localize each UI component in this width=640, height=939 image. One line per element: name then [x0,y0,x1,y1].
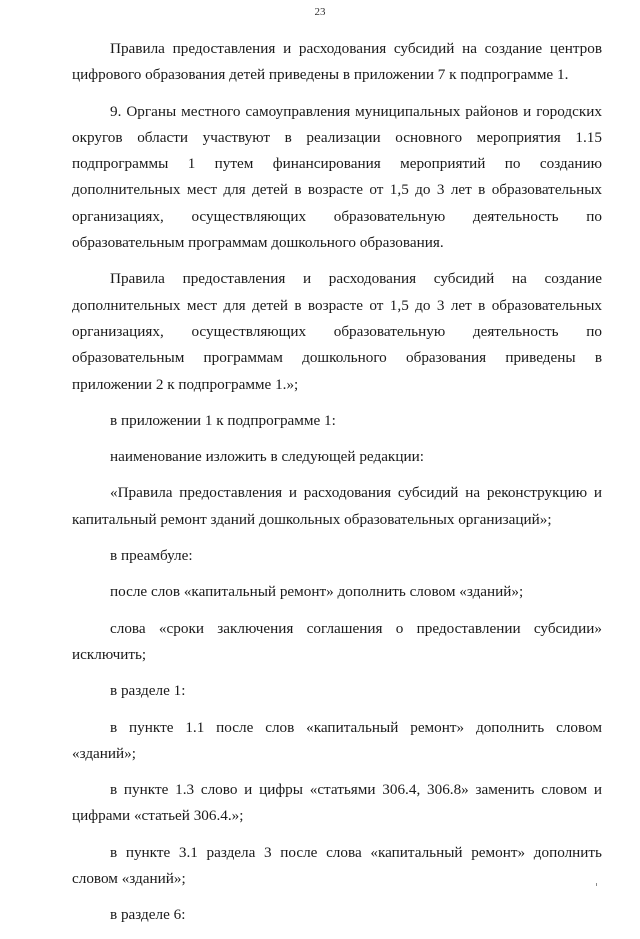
paragraph: Правила предоставления и расходования субсидий на создание центров цифрового образования детей приведены в приложении 7 к подпрограмме 1. [72,40,602,84]
paragraph: в приложении 1 к подпрограмме 1: [110,411,336,429]
paragraph: в преамбуле: [110,547,193,565]
paragraph: в разделе 6: [110,906,186,924]
paragraph: в пункте 1.3 слово и цифры «статьями 306.4, 306.8» заменить словом и цифрами «статьей 306.4.»; [72,781,602,825]
paragraph: в разделе 1: [110,682,186,700]
paragraph: в пункте 3.1 раздела 3 после слова «капитальный ремонт» дополнить словом «зданий»; [72,843,602,888]
paragraph: 9. Органы местного самоуправления муниципальных районов и городских округов области участвуют в реализации основного мероприятия 1.15 подпрограммы 1 путем финансирования мероприятий по созданию дополнительных мест для детей в возрасте от 1,5 до 3 лет в образовательных организациях, осуществляющих образовательную деятельность по образовательным программам дошкольного образования. [72,102,602,252]
paragraph: в пункте 1.1 после слов «капитальный ремонт» дополнить словом «зданий»; [72,718,602,762]
paragraph: наименование изложить в следующей редакции: [110,448,424,466]
paragraph: Правила предоставления и расходования субсидий на создание дополнительных мест для детей в возрасте от 1,5 до 3 лет в образовательных организациях, осуществляющих образовательную деятельность по образовательным программам дошкольного образования приведены в приложении 2 к подпрограмме 1.»; [72,270,602,393]
paragraph: после слов «капитальный ремонт» дополнить словом «зданий»; [110,583,524,601]
page-number: 23 [314,6,326,18]
scan-speck [596,883,597,886]
document-body [72,36,602,939]
paragraph: слова «сроки заключения соглашения о предоставлении субсидии» исключить; [72,619,602,663]
paragraph: «Правила предоставления и расходования субсидий на реконструкцию и капитальный ремонт зданий дошкольных образовательных организаций»; [72,484,602,528]
